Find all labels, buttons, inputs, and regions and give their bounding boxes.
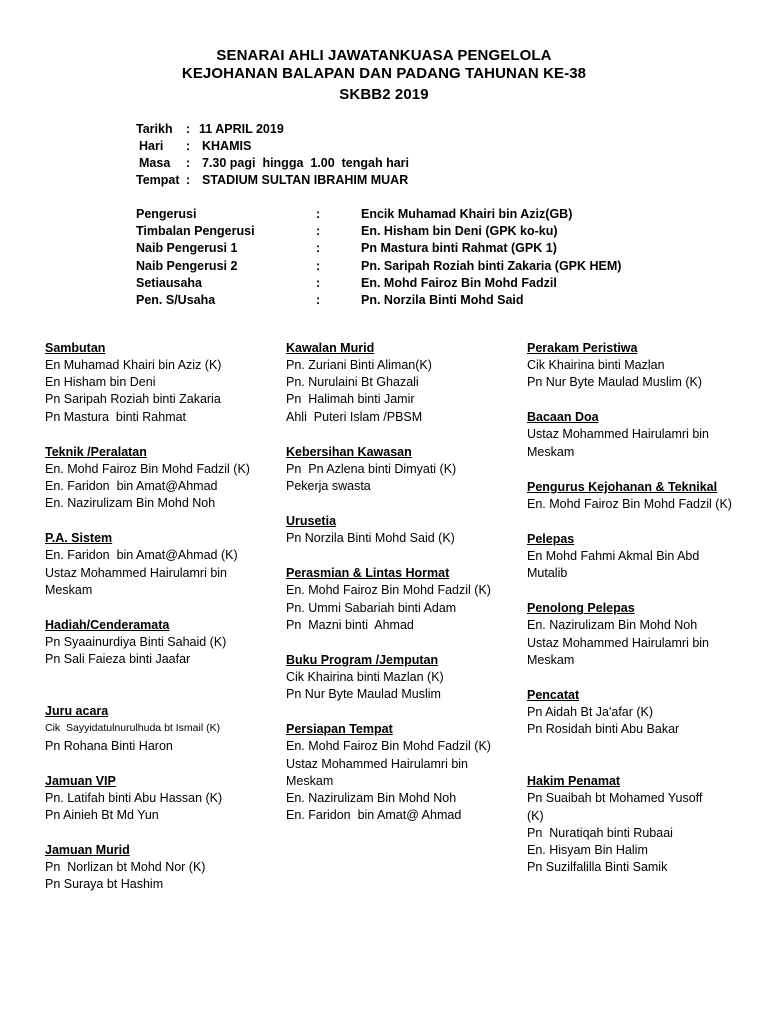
section-buku-program-jemputan — [286, 652, 491, 703]
sub-committee-column-2 — [286, 340, 491, 824]
member: Pn. Zuriani Binti Aliman(K) — [286, 358, 432, 372]
section-pencatat — [527, 687, 732, 738]
member: En. Mohd Fairoz Bin Mohd Fadzil (K) — [527, 496, 732, 511]
committee-name: Pn Mastura binti Rahmat (GPK 1) — [361, 241, 557, 255]
section-title: Pengurus Kejohanan & Teknikal — [527, 479, 718, 494]
section-title: Hadiah/Cenderamata — [45, 618, 170, 633]
member: Pn Mastura binti Rahmat — [45, 409, 187, 424]
member: Pn Nuratiqah binti Rubaai — [527, 825, 673, 840]
member: Pn Saripah Roziah binti Zakaria — [45, 392, 221, 407]
section-title: Perasmian & Lintas Hormat — [286, 566, 450, 581]
member: En. Nazirulizam Bin Mohd Noh — [286, 791, 457, 806]
member: Pn Pn Azlena binti Dimyati (K) — [286, 461, 457, 476]
section-sambutan — [45, 340, 250, 426]
section-pelepas — [527, 531, 732, 582]
member: En. Mohd Fairoz Bin Mohd Fadzil (K) — [286, 583, 491, 598]
section-penolong-pelepas — [527, 600, 732, 669]
member: En Mohd Fahmi Akmal Bin Abd — [527, 549, 700, 564]
committee-role: Pengerusi — [136, 207, 197, 221]
committee-sep: : — [316, 224, 321, 238]
section-title: Bacaan Doa — [527, 410, 599, 425]
section-title: Buku Program /Jemputan — [286, 653, 439, 668]
section-jamuan-vip — [45, 773, 250, 824]
committee-name: Pn. Saripah Roziah binti Zakaria (GPK HEM) — [361, 259, 622, 273]
detail-sep: : — [186, 139, 191, 153]
doc-title-line-3: SKBB2 2019 — [339, 86, 429, 103]
section-title: Kawalan Murid — [286, 341, 375, 355]
member: Pn Aidah Bt Ja'afar (K) — [527, 705, 654, 720]
committee-sep: : — [316, 293, 321, 307]
member: En. Mohd Fairoz Bin Mohd Fadzil (K) — [286, 739, 491, 754]
committee-name: En. Hisham bin Deni (GPK ko-ku) — [361, 224, 558, 238]
committee-role: Setiausaha — [136, 276, 203, 290]
member: En. Faridon bin Amat@Ahmad — [45, 479, 218, 494]
member: Pn Mazni binti Ahmad — [286, 617, 414, 632]
section-kawalan-murid — [286, 340, 491, 426]
section-bacaan-doa — [527, 409, 732, 460]
member: En Muhamad Khairi bin Aziz (K) — [45, 358, 222, 372]
member: Pn Nur Byte Maulad Muslim (K) — [527, 375, 703, 390]
member: Meskam — [527, 444, 575, 459]
section-title: Perakam Peristiwa — [527, 341, 638, 355]
detail-label-hari: Hari — [139, 139, 164, 153]
member: En. Hisyam Bin Halim — [527, 843, 648, 858]
detail-value-tarikh: 11 APRIL 2019 — [199, 122, 284, 136]
sub-committee-column-3 — [527, 340, 732, 876]
detail-value-hari: KHAMIS — [202, 139, 252, 153]
member: Pn Norzila Binti Mohd Said (K) — [286, 531, 455, 546]
section-title: Urusetia — [286, 514, 337, 529]
member: Ustaz Mohammed Hairulamri bin — [45, 565, 228, 580]
detail-label-masa: Masa — [139, 156, 171, 170]
member: Pn Suzilfalilla Binti Samik — [527, 860, 668, 875]
member: Meskam — [527, 652, 575, 667]
section-persiapan-tempat — [286, 721, 491, 824]
member: Cik Khairina binti Mazlan (K) — [286, 670, 444, 685]
committee-sep: : — [316, 241, 321, 255]
section-title: Jamuan Murid — [45, 843, 130, 858]
committee-role: Pen. S/Usaha — [136, 293, 216, 307]
committee-name: En. Mohd Fairoz Bin Mohd Fadzil — [361, 276, 557, 290]
detail-sep: : — [186, 122, 191, 136]
doc-title-line-2: KEJOHANAN BALAPAN DAN PADANG TAHUNAN KE-38 — [181, 65, 587, 82]
member: Pn. Nurulaini Bt Ghazali — [286, 375, 419, 390]
member: En. Nazirulizam Bin Mohd Noh — [527, 618, 698, 633]
section-title: Jamuan VIP — [45, 773, 116, 788]
member: Pn Halimah binti Jamir — [286, 392, 415, 407]
member: Cik Khairina binti Mazlan — [527, 358, 665, 372]
member: Pn Suraya bt Hashim — [45, 877, 164, 892]
section-title: Penolong Pelepas — [527, 601, 635, 616]
section-urusetia — [286, 513, 491, 547]
member: Pn. Ummi Sabariah binti Adam — [286, 600, 457, 615]
member: Pn Nur Byte Maulad Muslim — [286, 687, 441, 702]
detail-value-tempat: STADIUM SULTAN IBRAHIM MUAR — [202, 173, 409, 187]
committee-name: Encik Muhamad Khairi bin Aziz(GB) — [361, 207, 573, 221]
member: Pekerja swasta — [286, 479, 371, 494]
section-jamuan-murid — [45, 842, 250, 893]
member: Pn Rosidah binti Abu Bakar — [527, 722, 680, 737]
section-perakam-peristiwa — [527, 340, 732, 391]
section-hadiah-cenderamata — [45, 617, 250, 668]
section-juru-acara — [45, 703, 250, 754]
committee-name: Pn. Norzila Binti Mohd Said — [361, 293, 524, 307]
member: En. Faridon bin Amat@Ahmad (K) — [45, 548, 238, 563]
member: Ustaz Mohammed Hairulamri bin — [527, 427, 710, 442]
committee-sep: : — [316, 207, 321, 221]
detail-label-tarikh: Tarikh — [136, 122, 173, 136]
section-title: Sambutan — [45, 341, 106, 355]
section-title: Persiapan Tempat — [286, 722, 393, 737]
detail-sep: : — [186, 156, 191, 170]
detail-sep: : — [186, 173, 191, 187]
member: Meskam — [286, 773, 334, 788]
member: Pn Sali Faieza binti Jaafar — [45, 652, 191, 667]
detail-value-masa: 7.30 pagi hingga 1.00 tengah hari — [202, 156, 410, 170]
member: Mutalib — [527, 566, 568, 581]
section-perasmian-lintas-hormat — [286, 565, 491, 634]
member: En. Faridon bin Amat@ Ahmad — [286, 808, 462, 823]
doc-title-line-1: SENARAI AHLI JAWATANKUASA PENGELOLA — [216, 47, 552, 64]
committee-sep: : — [316, 276, 321, 290]
member: En. Nazirulizam Bin Mohd Noh — [45, 496, 216, 511]
member: Cik Sayyidatulnurulhuda bt Ismail (K) — [45, 722, 221, 735]
member: Pn Suaibah bt Mohamed Yusoff — [527, 791, 703, 806]
member: En. Mohd Fairoz Bin Mohd Fadzil (K) — [45, 461, 250, 476]
section-title: P.A. Sistem — [45, 531, 113, 546]
section-pa-sistem — [45, 530, 250, 599]
section-title: Juru acara — [45, 704, 109, 719]
committee-sep: : — [316, 259, 321, 273]
member: (K) — [527, 808, 544, 823]
section-title: Hakim Penamat — [527, 774, 621, 789]
section-title: Pencatat — [527, 688, 580, 703]
member: Pn Norlizan bt Mohd Nor (K) — [45, 860, 206, 875]
member: Ustaz Mohammed Hairulamri bin — [286, 756, 469, 771]
committee-role: Naib Pengerusi 2 — [136, 259, 238, 273]
member: Pn. Latifah binti Abu Hassan (K) — [45, 790, 223, 805]
section-pengurus-kejohanan-teknikal — [527, 479, 732, 513]
member: Meskam — [45, 582, 93, 597]
section-title: Pelepas — [527, 532, 575, 547]
section-kebersihan-kawasan — [286, 444, 491, 495]
section-hakim-penamat — [527, 773, 732, 876]
member: Pn Rohana Binti Haron — [45, 738, 173, 753]
member: Pn Syaainurdiya Binti Sahaid (K) — [45, 635, 227, 650]
member: En Hisham bin Deni — [45, 375, 156, 390]
member: Ustaz Mohammed Hairulamri bin — [527, 635, 710, 650]
section-teknik-peralatan — [45, 444, 250, 513]
committee-role: Timbalan Pengerusi — [136, 224, 255, 238]
committee-role: Naib Pengerusi 1 — [136, 241, 238, 255]
sub-committee-column-1 — [45, 340, 250, 894]
member: Ahli Puteri Islam /PBSM — [286, 409, 423, 424]
member: Pn Ainieh Bt Md Yun — [45, 808, 159, 823]
detail-label-tempat: Tempat — [136, 173, 180, 187]
section-title: Kebersihan Kawasan — [286, 444, 412, 459]
section-title: Teknik /Peralatan — [45, 444, 147, 459]
